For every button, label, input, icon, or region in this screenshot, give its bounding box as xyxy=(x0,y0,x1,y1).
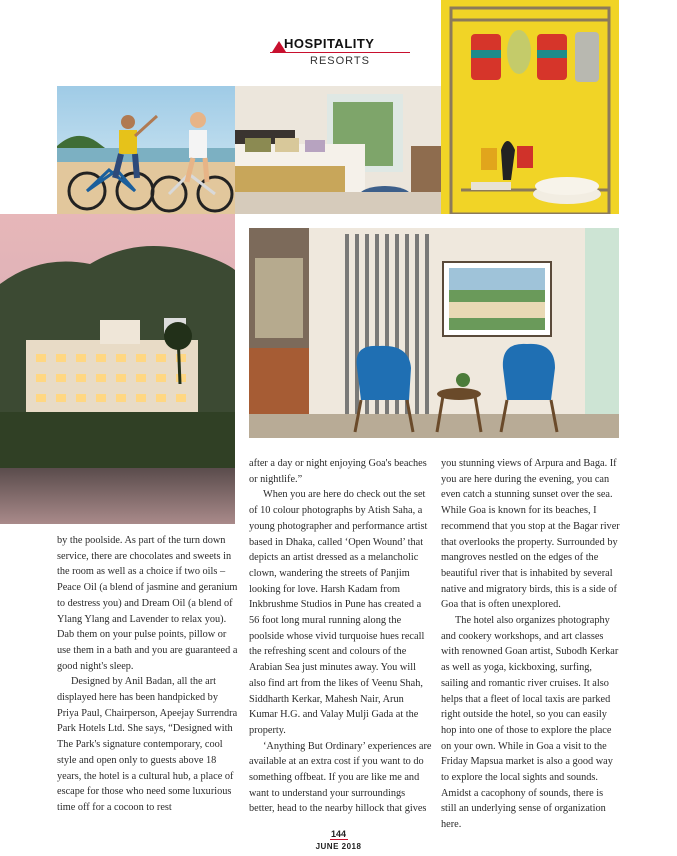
article-paragraph: you stunning views of Arpura and Baga. If you are here during the evening, you can even catch a stunning sunset over the sea. While Goa is known for its beaches, I recommend that you stop at the Bagar river that overlooks the property. Surrounded by mangroves nestled on the edges of the beautiful river that is inhabited by several native and migratory birds, this is a side of Goa that is often unexplored. xyxy=(441,458,620,611)
photo-yellow-kitchen-shelf xyxy=(441,0,619,214)
article-column-right xyxy=(441,456,621,833)
section-marker-icon xyxy=(272,41,286,52)
photo-bedroom xyxy=(235,86,441,214)
section-header xyxy=(270,36,410,67)
article-paragraph: after a day or night enjoying Goa's beaches or nightlife.” xyxy=(249,458,427,485)
article-column-middle xyxy=(249,456,433,817)
photo-cyclists-beach xyxy=(57,86,235,214)
photo-hotel-at-dusk xyxy=(0,214,235,524)
page-footer xyxy=(300,829,377,851)
page-number: 144 xyxy=(330,829,347,839)
issue-date: JUNE 2018 xyxy=(315,842,362,851)
article-paragraph: Designed by Anil Badan, all the art displayed here has been handpicked by Priya Paul, Chairperson, Apeejay Surrendra Park Hotels Ltd. She says, “Designed with The Park's signature contemporary, cool style and open only to guests above 18 years, the hotel is a cultural hub, a place of escape for those who need some luxurious time off for a cocoon to rest xyxy=(57,676,238,813)
header-divider xyxy=(270,52,410,53)
article-paragraph: ‘Anything But Ordinary’ experiences are available at an extra cost if you want to do something offbeat. If you are like me and want to understand your surroundings better, head to the nearby hillock that gives xyxy=(249,740,432,815)
article-paragraph: When you are here do check out the set of 10 colour photographs by Atish Saha, a young photographer and performance artist based in Dhaka, called ‘Open Wound’ that depicts an artist dressed as a melancholic clown, wandering the streets of Panjim looking for love. Harsh Kadam from Inkbrushme Studios in Pune has created a 56 foot long mural running along the poolside whose vivid turquoise hues recall the refreshing scent and colours of the Arabian Sea just minutes away. You will also find art from the likes of Veenu Shah, Siddharth Kerkar, Mahesh Nair, Arun Kumar H.G. and Valay Mulji Gada at the property. xyxy=(249,489,428,736)
article-column-left xyxy=(57,533,240,816)
section-title: HOSPITALITY xyxy=(284,36,375,51)
section-subtitle: RESORTS xyxy=(310,55,370,67)
photo-lobby-blue-chairs xyxy=(249,228,619,438)
article-paragraph: The hotel also organizes photography and cookery workshops, and art classes with renowned Goan artist, Subodh Kerkar as well as yoga, kickboxing, surfing, sailing and romantic river cruises. It also helps that a fleet of local taxis are parked right outside the hotel, so you can easily hop into one of those to explore the place on your own. While in Goa a visit to the Friday Mapsua market is also a good way to explore the local sights and sounds. Amidst a cacophony of sounds, there is still an underlying sense of organization here. xyxy=(441,615,619,831)
article-paragraph: by the poolside. As part of the turn down service, there are chocolates and sweets in the room as well as a choice if two oils – Peace Oil (a blend of jasmine and geranium to destress you) and Dream Oil (a blend of Ylang Ylang and Lavender to relax you). Dab them on your pulse points, pillow or use them in a bath and you are guaranteed a good night's sleep. xyxy=(57,535,238,672)
